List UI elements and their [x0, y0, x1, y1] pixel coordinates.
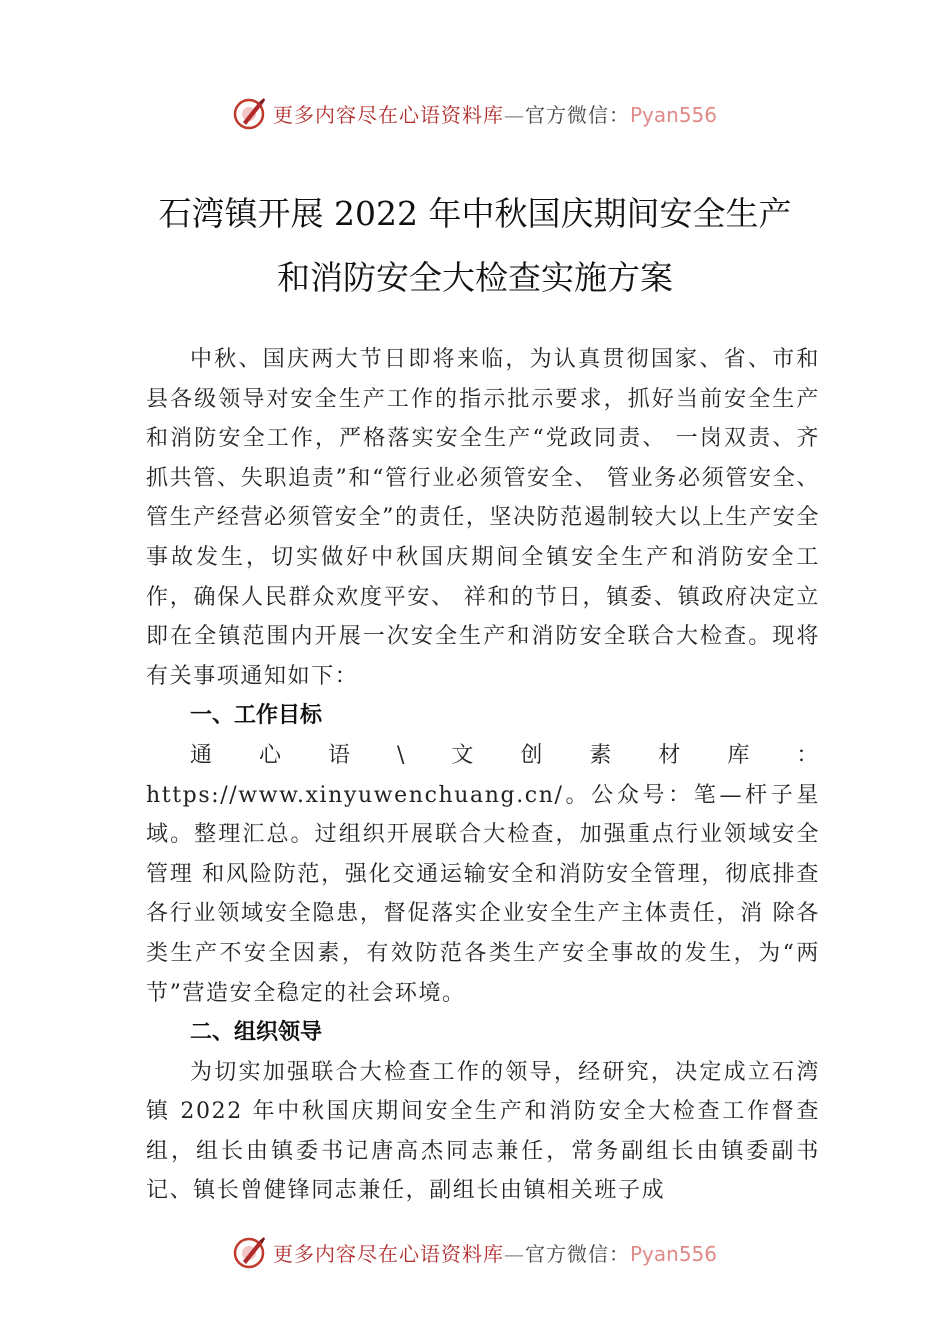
- pen-logo-icon: [233, 1235, 267, 1269]
- title-line-1: 石湾镇开展 2022 年中秋国庆期间安全生产: [158, 194, 792, 233]
- section-heading-goals: 一、工作目标: [190, 703, 323, 729]
- banner-separator: —: [503, 102, 525, 127]
- watermark-text: [273, 99, 717, 128]
- goals-paragraph: 通心语\文创素材库：https://www.xinyuwenchuang.cn/。公众号：笔—杆子星域。整理汇总。过组织开展联合大检查，加强重点行业领域安全管理 和风险防范，强化交通运输安全和消防安全管理，彻底排查 各行业领域安全隐患，督促落实企业安全生产主体责任，消 除各类生产不安全因素，有效防范各类生产安全事故的发生，为“两节”营造安全稳定的社会环境。: [146, 742, 820, 1006]
- pen-logo-icon: [233, 96, 267, 130]
- organization-paragraph: 为切实加强联合大检查工作的领导，经研究，决定成立石湾镇 2022 年中秋国庆期间安全生产和消防安全大检查工作督查组，组长由镇委书记唐高杰同志兼任，常务副组长由镇委副书记、镇长曾健锋同志兼任，副组长由镇相关班子成: [146, 1059, 820, 1204]
- footer-watermark-banner: [0, 1232, 950, 1272]
- wechat-id: Pyan556: [629, 1241, 717, 1266]
- header-watermark-banner: [0, 93, 950, 133]
- banner-separator: —: [503, 1241, 525, 1266]
- brand-text: 更多内容尽在心语资料库: [272, 1241, 504, 1266]
- wechat-label: 官方微信：: [524, 1241, 630, 1266]
- wechat-id: Pyan556: [629, 102, 717, 127]
- section-heading-organization: 二、组织领导: [190, 1020, 323, 1046]
- watermark-text: [273, 1238, 717, 1267]
- brand-text: 更多内容尽在心语资料库: [272, 102, 504, 127]
- title-line-2: 和消防安全大检查实施方案: [277, 258, 673, 297]
- document-title: [100, 182, 850, 310]
- intro-paragraph: 中秋、国庆两大节日即将来临，为认真贯彻国家、省、市和县各级领导对安全生产工作的指示批示要求，抓好当前安全生产和消防安全工作，严格落实安全生产“党政同责、 一岗双责、齐抓共管、失职追责”和“管行业必须管安全、 管业务必须管安全、管生产经营必须管安全”的责任，坚决防范遏制较大以上生产安全事故发生，切实做好中秋国庆期间全镇安全生产和消防安全工作，确保人民群众欢度平安、 祥和的节日，镇委、镇政府决定立即在全镇范围内开展一次安全生产和消防安全联合大检查。现将有关事项通知如下：: [146, 347, 820, 689]
- document-body: [146, 340, 820, 1211]
- wechat-label: 官方微信：: [524, 102, 630, 127]
